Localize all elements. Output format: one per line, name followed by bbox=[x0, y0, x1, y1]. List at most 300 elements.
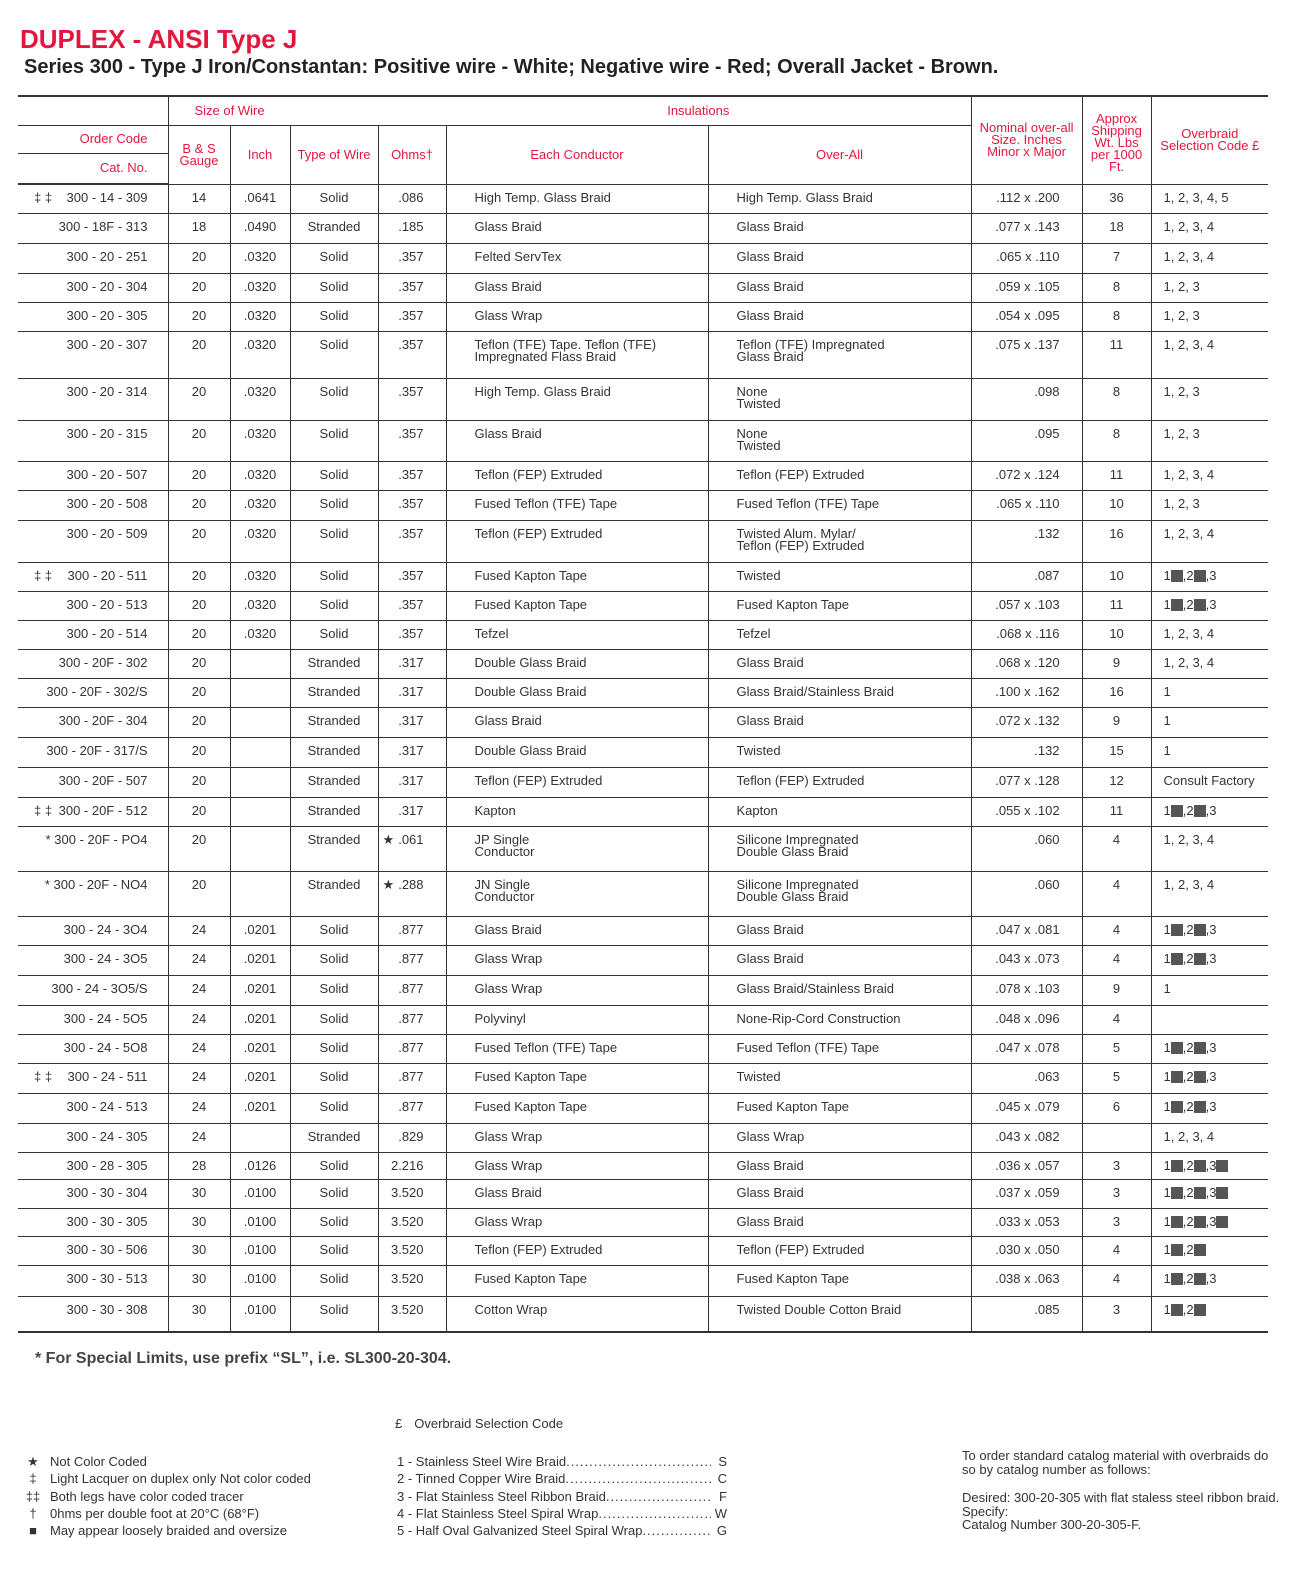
nominal-size-cell: .078 x .103 bbox=[971, 975, 1082, 1005]
gauge-cell: 14 bbox=[168, 184, 230, 213]
each-conductor-cell: Glass Wrap bbox=[446, 1208, 708, 1236]
cat-no-cell bbox=[18, 1236, 168, 1265]
code-text: 1, 2, 3, 4 bbox=[1163, 1128, 1215, 1144]
each-conductor-cell: Fused Kapton Tape bbox=[446, 1093, 708, 1123]
code-text: ,3 bbox=[1205, 1213, 1217, 1229]
code-item bbox=[397, 1505, 727, 1522]
weight-cell bbox=[1082, 1123, 1151, 1152]
each-conductor-cell: Glass Braid bbox=[446, 420, 708, 461]
code-text: ,2 bbox=[1182, 921, 1194, 937]
wire-type-cell: Stranded bbox=[290, 678, 378, 707]
overbraid-code-cell bbox=[1151, 737, 1268, 767]
over-all-cell: Fused Kapton Tape bbox=[708, 1265, 971, 1296]
nominal-size-cell: .057 x .103 bbox=[971, 591, 1082, 620]
wire-type-cell: Solid bbox=[290, 945, 378, 975]
square-icon bbox=[1194, 1216, 1206, 1228]
nominal-size-cell: .095 bbox=[971, 420, 1082, 461]
table-row bbox=[18, 945, 1268, 975]
wire-type-cell: Solid bbox=[290, 1179, 378, 1208]
weight-cell: 16 bbox=[1082, 678, 1151, 707]
cat-no-cell bbox=[18, 243, 168, 273]
square-icon bbox=[1171, 1042, 1183, 1054]
overbraid-code-cell bbox=[1151, 1208, 1268, 1236]
ohms-cell: .317 bbox=[378, 797, 446, 826]
gauge-cell: 28 bbox=[168, 1152, 230, 1179]
weight-cell: 3 bbox=[1082, 1296, 1151, 1332]
table-row bbox=[18, 490, 1268, 520]
code-label: 3 - Flat Stainless Steel Ribbon Braid bbox=[397, 1488, 606, 1504]
inch-cell: .0490 bbox=[230, 213, 290, 243]
overbraid-legend-text: Overbraid Selection Code bbox=[414, 1416, 564, 1431]
gauge-cell: 20 bbox=[168, 767, 230, 797]
ohms-cell: .877 bbox=[378, 1005, 446, 1034]
table-row bbox=[18, 302, 1268, 331]
nominal-size-cell: .077 x .143 bbox=[971, 213, 1082, 243]
cat-no: 300 - 20F - 302/S bbox=[46, 683, 148, 699]
nominal-size-cell: .068 x .116 bbox=[971, 620, 1082, 649]
cat-no: 300 - 30 - 304 bbox=[66, 1184, 148, 1200]
code-text: ,2 bbox=[1182, 1241, 1194, 1257]
gauge-cell: 24 bbox=[168, 1123, 230, 1152]
code-text: ,2 bbox=[1182, 950, 1194, 966]
square-icon bbox=[1171, 1160, 1183, 1172]
table-row bbox=[18, 461, 1268, 490]
key-symbol: ★ bbox=[27, 1454, 39, 1469]
table-row bbox=[18, 1152, 1268, 1179]
weight-cell: 7 bbox=[1082, 243, 1151, 273]
code-letter: G bbox=[716, 1523, 727, 1539]
wire-type-cell: Solid bbox=[290, 1265, 378, 1296]
wire-type-cell: Solid bbox=[290, 1093, 378, 1123]
key-item bbox=[22, 1488, 311, 1505]
nominal-size-cell: .038 x .063 bbox=[971, 1265, 1082, 1296]
code-text: 1 bbox=[1163, 596, 1171, 612]
overbraid-code-list bbox=[397, 1453, 727, 1539]
overbraid-code-cell bbox=[1151, 1236, 1268, 1265]
gauge-cell: 24 bbox=[168, 1093, 230, 1123]
weight-cell: 10 bbox=[1082, 620, 1151, 649]
inch-cell: .0320 bbox=[230, 591, 290, 620]
cat-no: 300 - 24 - 5O5 bbox=[63, 1010, 148, 1026]
nominal-size-cell: .085 bbox=[971, 1296, 1082, 1332]
cat-no-cell bbox=[18, 184, 168, 213]
each-conductor-cell: Teflon (FEP) Extruded bbox=[446, 461, 708, 490]
inch-cell: .0201 bbox=[230, 945, 290, 975]
weight-cell: 4 bbox=[1082, 945, 1151, 975]
wire-type-cell: Solid bbox=[290, 184, 378, 213]
cat-no: 300 - 20 - 513 bbox=[66, 596, 148, 612]
inch-cell: .0201 bbox=[230, 916, 290, 945]
cat-no: 300 - 20F - 507 bbox=[58, 772, 148, 788]
leader-dots bbox=[598, 1505, 711, 1522]
square-icon bbox=[1171, 953, 1183, 965]
gauge-cell: 24 bbox=[168, 916, 230, 945]
inch-cell: .0320 bbox=[230, 302, 290, 331]
ohms-cell: .357 bbox=[378, 331, 446, 378]
over-all-cell: None-Rip-Cord Construction bbox=[708, 1005, 971, 1034]
cat-no-cell bbox=[18, 797, 168, 826]
ohms-cell: ★ .288 bbox=[378, 871, 446, 916]
cat-no: 300 - 24 - 3O4 bbox=[63, 921, 148, 937]
code-text: 1 bbox=[1163, 950, 1171, 966]
weight-cell: 3 bbox=[1082, 1179, 1151, 1208]
weight-cell: 36 bbox=[1082, 184, 1151, 213]
cat-no-cell bbox=[18, 302, 168, 331]
overbraid-code-cell bbox=[1151, 520, 1268, 562]
table-row bbox=[18, 1236, 1268, 1265]
table-row bbox=[18, 871, 1268, 916]
weight-cell: 9 bbox=[1082, 975, 1151, 1005]
each-conductor-cell: High Temp. Glass Braid bbox=[446, 184, 708, 213]
inch-cell: .0320 bbox=[230, 243, 290, 273]
weight-cell: 11 bbox=[1082, 797, 1151, 826]
wire-type-cell: Stranded bbox=[290, 649, 378, 678]
weight-cell: 11 bbox=[1082, 591, 1151, 620]
cat-no: 300 - 30 - 506 bbox=[66, 1241, 148, 1257]
gauge-cell: 24 bbox=[168, 975, 230, 1005]
square-icon bbox=[1171, 1304, 1183, 1316]
nominal-size-cell: .047 x .081 bbox=[971, 916, 1082, 945]
table-row bbox=[18, 975, 1268, 1005]
code-text: ,3 bbox=[1205, 921, 1217, 937]
weight-cell: 15 bbox=[1082, 737, 1151, 767]
code-text: ,2 bbox=[1182, 1301, 1194, 1317]
nominal-size-cell: .132 bbox=[971, 737, 1082, 767]
gauge-cell: 20 bbox=[168, 620, 230, 649]
overbraid-code-cell bbox=[1151, 1179, 1268, 1208]
over-all-cell: Glass Wrap bbox=[708, 1123, 971, 1152]
code-text: ,3 bbox=[1205, 567, 1217, 583]
wire-type-cell: Solid bbox=[290, 461, 378, 490]
code-text: ,3 bbox=[1205, 1157, 1217, 1173]
wire-type-cell: Stranded bbox=[290, 767, 378, 797]
code-text: ,2 bbox=[1182, 1098, 1194, 1114]
overbraid-code-cell bbox=[1151, 767, 1268, 797]
weight-cell: 8 bbox=[1082, 378, 1151, 420]
code-text: ,2 bbox=[1182, 567, 1194, 583]
weight-cell: 4 bbox=[1082, 1005, 1151, 1034]
insulations-header: Insulations bbox=[290, 96, 971, 125]
overbraid-legend-title bbox=[395, 1416, 575, 1431]
nominal-size-cell: .112 x .200 bbox=[971, 184, 1082, 213]
shipping-weight-header: Approx Shipping Wt. Lbs per 1000 Ft. bbox=[1082, 96, 1151, 184]
wire-type-cell: Stranded bbox=[290, 797, 378, 826]
table-row bbox=[18, 1179, 1268, 1208]
gauge-cell: 20 bbox=[168, 826, 230, 871]
cat-no: 300 - 20 - 315 bbox=[66, 425, 148, 441]
weight-cell: 11 bbox=[1082, 461, 1151, 490]
cat-no-cell bbox=[18, 737, 168, 767]
inch-cell: .0320 bbox=[230, 378, 290, 420]
cat-no-cell bbox=[18, 331, 168, 378]
cat-no-cell bbox=[18, 707, 168, 737]
ohms-cell: .877 bbox=[378, 1063, 446, 1093]
wire-type-cell: Solid bbox=[290, 1296, 378, 1332]
cat-no-cell bbox=[18, 273, 168, 302]
leader-dots bbox=[606, 1488, 711, 1505]
code-label: 5 - Half Oval Galvanized Steel Spiral Wrap bbox=[397, 1523, 643, 1539]
cat-no-cell bbox=[18, 1034, 168, 1063]
leader-dots bbox=[565, 1470, 711, 1487]
gauge-cell: 20 bbox=[168, 562, 230, 591]
table-row bbox=[18, 520, 1268, 562]
code-text: 1, 2, 3, 4 bbox=[1163, 525, 1215, 541]
overbraid-code-cell bbox=[1151, 1265, 1268, 1296]
over-all-cell: Teflon (FEP) Extruded bbox=[708, 461, 971, 490]
nominal-size-cell: .065 x .110 bbox=[971, 490, 1082, 520]
cat-no: 300 - 20 - 514 bbox=[66, 625, 148, 641]
over-all-cell: Twisted bbox=[708, 562, 971, 591]
gauge-cell: 24 bbox=[168, 1005, 230, 1034]
weight-cell: 5 bbox=[1082, 1034, 1151, 1063]
gauge-cell: 20 bbox=[168, 737, 230, 767]
nominal-size-cell: .065 x .110 bbox=[971, 243, 1082, 273]
ohms-cell: .185 bbox=[378, 213, 446, 243]
cat-no: 300 - 20 - 507 bbox=[66, 466, 148, 482]
nominal-size-cell: .047 x .078 bbox=[971, 1034, 1082, 1063]
double-dagger-mark: ‡ ‡ bbox=[34, 190, 53, 205]
cat-no-cell bbox=[18, 945, 168, 975]
inch-cell bbox=[230, 737, 290, 767]
each-conductor-cell: Teflon (FEP) Extruded bbox=[446, 1236, 708, 1265]
cat-no: 300 - 24 - 513 bbox=[66, 1098, 148, 1114]
code-text: 1 bbox=[1163, 1039, 1171, 1055]
key-item bbox=[22, 1505, 311, 1522]
code-text: ,2 bbox=[1182, 1213, 1194, 1229]
code-label: 2 - Tinned Copper Wire Braid bbox=[397, 1471, 566, 1487]
wire-type-cell: Solid bbox=[290, 243, 378, 273]
ohms-cell: 3.520 bbox=[378, 1265, 446, 1296]
square-icon bbox=[1171, 1071, 1183, 1083]
over-all-cell: Teflon (TFE) Impregnated Glass Braid bbox=[708, 331, 971, 378]
cat-no-cell bbox=[18, 1093, 168, 1123]
wire-type-cell: Stranded bbox=[290, 213, 378, 243]
each-conductor-cell: Glass Wrap bbox=[446, 945, 708, 975]
ohms-cell: .829 bbox=[378, 1123, 446, 1152]
symbol-key-list bbox=[22, 1453, 311, 1539]
cat-no-cell bbox=[18, 767, 168, 797]
ohms-cell: .357 bbox=[378, 490, 446, 520]
special-limits-note: * For Special Limits, use prefix “SL”, i.e. SL300-20-304. bbox=[35, 1350, 452, 1367]
overbraid-code-cell bbox=[1151, 975, 1268, 1005]
square-icon bbox=[1171, 924, 1183, 936]
gauge-cell: 20 bbox=[168, 591, 230, 620]
table-row bbox=[18, 678, 1268, 707]
weight-cell: 6 bbox=[1082, 1093, 1151, 1123]
pound-symbol: £ bbox=[395, 1416, 403, 1431]
over-all-cell: Teflon (FEP) Extruded bbox=[708, 767, 971, 797]
over-all-cell: Glass Braid bbox=[708, 273, 971, 302]
cat-no: 300 - 30 - 305 bbox=[66, 1213, 148, 1229]
table-row bbox=[18, 1208, 1268, 1236]
wire-type-cell: Stranded bbox=[290, 707, 378, 737]
overbraid-code-cell bbox=[1151, 707, 1268, 737]
each-conductor-cell: Tefzel bbox=[446, 620, 708, 649]
wire-type-cell: Solid bbox=[290, 1005, 378, 1034]
ohms-cell: 3.520 bbox=[378, 1296, 446, 1332]
cat-no: 300 - 24 - 5O8 bbox=[63, 1039, 148, 1055]
overbraid-code-cell bbox=[1151, 1123, 1268, 1152]
weight-cell: 8 bbox=[1082, 273, 1151, 302]
overbraid-code-cell bbox=[1151, 302, 1268, 331]
gauge-cell: 30 bbox=[168, 1296, 230, 1332]
gauge-cell: 20 bbox=[168, 420, 230, 461]
cat-no-cell bbox=[18, 916, 168, 945]
each-conductor-cell: Kapton bbox=[446, 797, 708, 826]
cat-no: 300 - 14 - 309 bbox=[66, 190, 148, 205]
inch-cell: .0126 bbox=[230, 1152, 290, 1179]
inch-cell: .0320 bbox=[230, 562, 290, 591]
code-text: 1 bbox=[1163, 712, 1171, 728]
nominal-size-cell: .063 bbox=[971, 1063, 1082, 1093]
over-all-cell: Fused Teflon (TFE) Tape bbox=[708, 1034, 971, 1063]
cat-no: 300 - 30 - 513 bbox=[66, 1270, 148, 1286]
ohms-cell: .877 bbox=[378, 916, 446, 945]
code-text: 1, 2, 3, 4 bbox=[1163, 876, 1215, 892]
over-all-header: Over-All bbox=[708, 125, 971, 184]
order-text-1: To order standard catalog material with overbraids do so by catalog number as follows: bbox=[962, 1448, 1269, 1477]
table-row bbox=[18, 591, 1268, 620]
over-all-cell: Glass Braid bbox=[708, 243, 971, 273]
ohms-cell: .317 bbox=[378, 707, 446, 737]
each-conductor-cell: Fused Kapton Tape bbox=[446, 591, 708, 620]
code-text: 1, 2, 3, 4 bbox=[1163, 625, 1215, 641]
ohms-cell: .357 bbox=[378, 273, 446, 302]
weight-cell: 12 bbox=[1082, 767, 1151, 797]
nominal-size-cell: .030 x .050 bbox=[971, 1236, 1082, 1265]
table-row bbox=[18, 826, 1268, 871]
square-icon bbox=[1171, 1187, 1183, 1199]
cat-no-cell bbox=[18, 1005, 168, 1034]
over-all-cell: Twisted Double Cotton Braid bbox=[708, 1296, 971, 1332]
wire-type-cell: Solid bbox=[290, 490, 378, 520]
square-icon bbox=[1194, 1244, 1206, 1256]
order-code-header: Order Code bbox=[18, 125, 168, 153]
ohms-cell: .357 bbox=[378, 562, 446, 591]
nominal-size-cell: .098 bbox=[971, 378, 1082, 420]
overbraid-code-cell bbox=[1151, 213, 1268, 243]
table-row bbox=[18, 1034, 1268, 1063]
over-all-cell: Fused Kapton Tape bbox=[708, 1093, 971, 1123]
each-conductor-cell: Felted ServTex bbox=[446, 243, 708, 273]
square-icon bbox=[1194, 570, 1206, 582]
table-row bbox=[18, 707, 1268, 737]
each-conductor-cell: Glass Braid bbox=[446, 273, 708, 302]
over-all-cell: Glass Braid bbox=[708, 213, 971, 243]
square-icon bbox=[1194, 1042, 1206, 1054]
leader-dots bbox=[566, 1453, 711, 1470]
inch-cell: .0100 bbox=[230, 1296, 290, 1332]
nominal-size-cell: .075 x .137 bbox=[971, 331, 1082, 378]
weight-cell: 16 bbox=[1082, 520, 1151, 562]
cat-no: 300 - 24 - 3O5/S bbox=[51, 980, 148, 996]
gauge-cell: 30 bbox=[168, 1265, 230, 1296]
square-icon bbox=[1194, 1187, 1206, 1199]
code-text: 1, 2, 3 bbox=[1163, 495, 1200, 511]
code-text: ,2 bbox=[1182, 1270, 1194, 1286]
inch-cell bbox=[230, 797, 290, 826]
ohms-cell: 3.520 bbox=[378, 1179, 446, 1208]
each-conductor-cell: Fused Kapton Tape bbox=[446, 1265, 708, 1296]
code-text: 1, 2, 3, 4 bbox=[1163, 654, 1215, 670]
over-all-cell: Glass Braid bbox=[708, 707, 971, 737]
wire-type-cell: Solid bbox=[290, 1063, 378, 1093]
cat-no-cell bbox=[18, 1123, 168, 1152]
code-text: ,2 bbox=[1182, 1039, 1194, 1055]
overbraid-code-cell bbox=[1151, 649, 1268, 678]
inch-header: Inch bbox=[230, 125, 290, 184]
gauge-cell: 20 bbox=[168, 490, 230, 520]
ohms-cell: .317 bbox=[378, 678, 446, 707]
overbraid-code-cell bbox=[1151, 591, 1268, 620]
inch-cell bbox=[230, 649, 290, 678]
weight-cell: 4 bbox=[1082, 1236, 1151, 1265]
nominal-size-cell: .087 bbox=[971, 562, 1082, 591]
code-text: ,2 bbox=[1182, 1068, 1194, 1084]
cat-no-cell bbox=[18, 975, 168, 1005]
gauge-cell: 30 bbox=[168, 1208, 230, 1236]
inch-cell bbox=[230, 678, 290, 707]
ohms-cell: .877 bbox=[378, 975, 446, 1005]
code-text: ,3 bbox=[1205, 1039, 1217, 1055]
nominal-size-cell: .060 bbox=[971, 871, 1082, 916]
cat-no-cell bbox=[18, 490, 168, 520]
code-text: 1 bbox=[1163, 1098, 1171, 1114]
gauge-cell: 30 bbox=[168, 1236, 230, 1265]
each-conductor-cell: Fused Teflon (TFE) Tape bbox=[446, 1034, 708, 1063]
wire-type-cell: Solid bbox=[290, 562, 378, 591]
each-conductor-cell: Teflon (FEP) Extruded bbox=[446, 520, 708, 562]
code-text: ,2 bbox=[1182, 1157, 1194, 1173]
each-conductor-cell: Fused Teflon (TFE) Tape bbox=[446, 490, 708, 520]
nominal-size-cell: .055 x .102 bbox=[971, 797, 1082, 826]
cat-no: 300 - 28 - 305 bbox=[66, 1157, 148, 1173]
each-conductor-cell: Glass Braid bbox=[446, 707, 708, 737]
table-row bbox=[18, 1296, 1268, 1332]
overbraid-code-cell bbox=[1151, 1063, 1268, 1093]
code-item bbox=[397, 1453, 727, 1470]
code-text: 1 bbox=[1163, 1184, 1171, 1200]
each-conductor-cell: Double Glass Braid bbox=[446, 678, 708, 707]
overbraid-code-cell bbox=[1151, 1152, 1268, 1179]
wire-type-cell: Solid bbox=[290, 420, 378, 461]
weight-cell: 9 bbox=[1082, 707, 1151, 737]
cat-no-cell bbox=[18, 591, 168, 620]
code-item bbox=[397, 1470, 727, 1487]
cat-no-cell bbox=[18, 520, 168, 562]
code-text: 1, 2, 3 bbox=[1163, 278, 1200, 294]
key-symbol: ■ bbox=[29, 1523, 37, 1539]
ohms-cell: ★ .061 bbox=[378, 826, 446, 871]
code-text: 1, 2, 3, 4 bbox=[1163, 336, 1215, 352]
table-row bbox=[18, 916, 1268, 945]
cat-no-cell bbox=[18, 562, 168, 591]
overbraid-code-cell bbox=[1151, 1005, 1268, 1034]
code-text: 1 bbox=[1163, 1241, 1171, 1257]
code-letter: F bbox=[719, 1488, 727, 1504]
cat-no: 300 - 20F - 302 bbox=[58, 654, 148, 670]
gauge-cell: 20 bbox=[168, 461, 230, 490]
ohms-cell: .317 bbox=[378, 767, 446, 797]
square-icon bbox=[1194, 1273, 1206, 1285]
wire-type-cell: Solid bbox=[290, 331, 378, 378]
overbraid-code-cell bbox=[1151, 1093, 1268, 1123]
table-row bbox=[18, 1123, 1268, 1152]
overbraid-code-cell bbox=[1151, 273, 1268, 302]
gauge-cell: 20 bbox=[168, 243, 230, 273]
each-conductor-cell: Fused Kapton Tape bbox=[446, 562, 708, 591]
table-row bbox=[18, 378, 1268, 420]
